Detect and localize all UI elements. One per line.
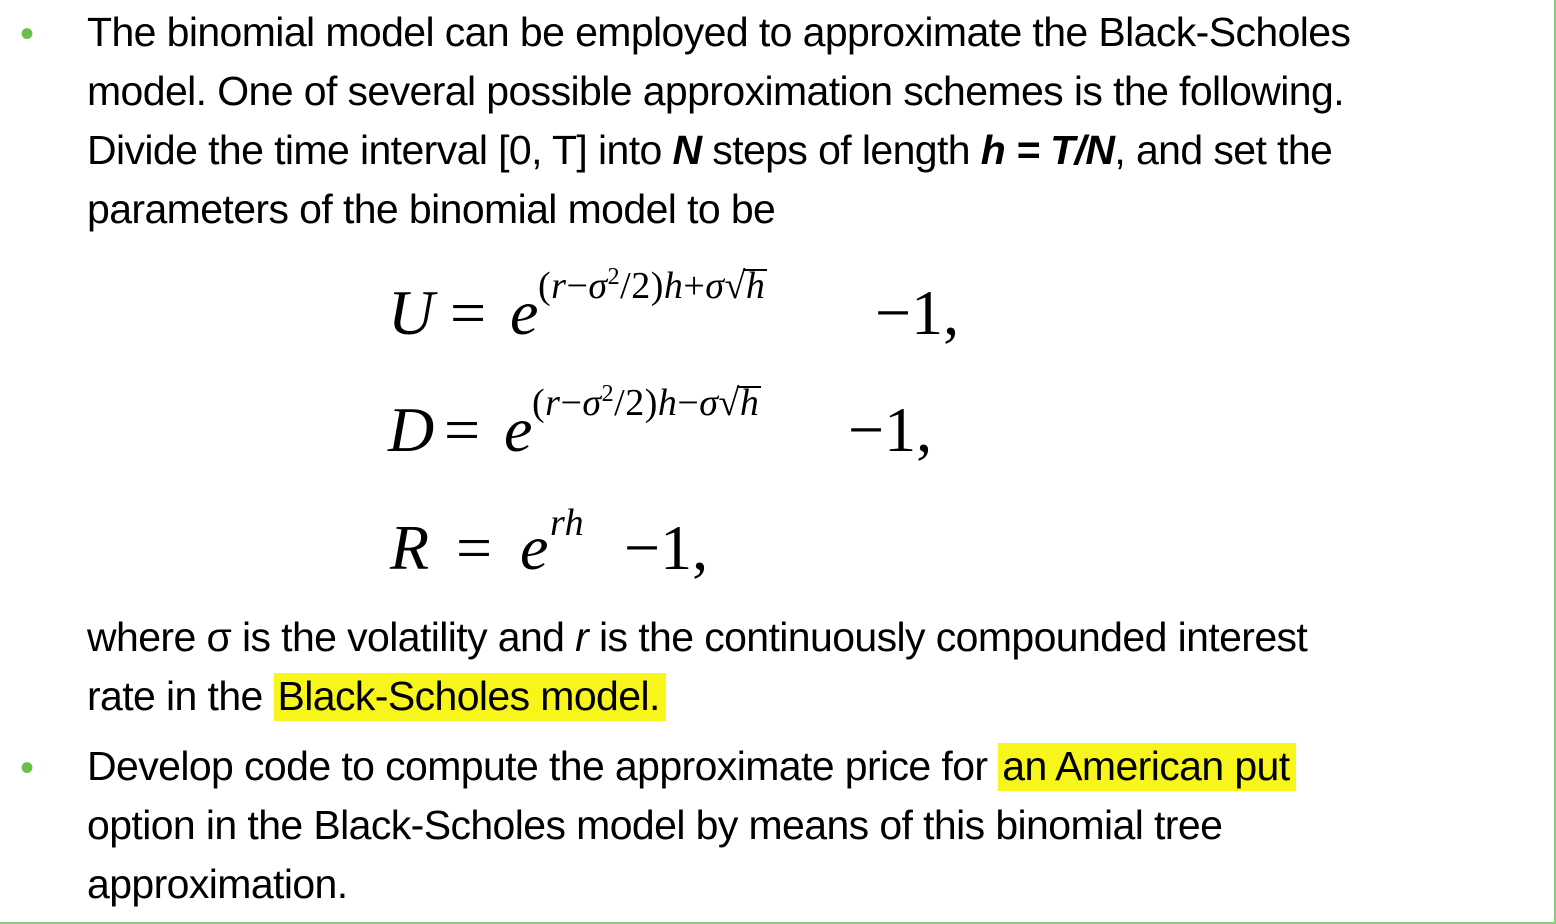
where-line-1	[87, 608, 1307, 667]
exp-part: −	[677, 382, 700, 424]
exp-part: −	[560, 382, 583, 424]
exp-part: (	[538, 265, 552, 307]
equation-D-tail: −1,	[848, 394, 933, 465]
equation-R-exponent	[550, 504, 584, 542]
exp-var-h: h	[663, 265, 684, 307]
exp-part: (	[532, 382, 546, 424]
text-run: steps of length	[701, 127, 981, 173]
exp-sigma: σ	[705, 265, 725, 307]
highlight-black-scholes: Black-Scholes model.	[274, 673, 666, 721]
exp-base: e	[504, 394, 533, 465]
equation-U-lhs: U	[388, 277, 435, 348]
equals-sign: =	[450, 277, 487, 348]
where-line-2	[87, 667, 1307, 726]
bullet-1-line-2: model. One of several possible approximation schemes is the following.	[87, 68, 1344, 114]
exp-var-r: r	[545, 382, 561, 424]
exp-var-h: h	[745, 265, 766, 307]
sqrt-sign: √	[724, 265, 746, 307]
bullet-1-line-3	[87, 121, 1350, 180]
exp-base: e	[510, 277, 539, 348]
bullet-2-line-1	[87, 737, 1296, 796]
equation-R-lhs: R	[390, 512, 430, 583]
text-run: where σ is the volatility and	[87, 614, 576, 660]
exp-base: e	[520, 512, 549, 583]
equals-sign: =	[444, 394, 481, 465]
exp-square: 2	[607, 264, 621, 290]
highlight-american-put: an American put	[998, 743, 1295, 791]
equation-D-exponent	[532, 381, 760, 427]
var-h-def: h = T/N	[980, 127, 1115, 173]
text-run: Divide the time interval [0, T] into	[87, 127, 673, 173]
bullet-1-line-1: The binomial model can be employed to approximate the Black-Scholes	[87, 9, 1351, 55]
bullet-marker-1: •	[20, 12, 35, 56]
exp-var-rh: rh	[550, 502, 585, 544]
sqrt-h	[725, 267, 766, 305]
equals-sign: =	[456, 512, 493, 583]
exp-var-r: r	[551, 265, 567, 307]
sqrt-h	[719, 384, 760, 422]
exp-sigma: σ	[699, 382, 719, 424]
text-run: Develop code to compute the approximate price for	[87, 743, 999, 789]
text-run: , and set the	[1114, 127, 1333, 173]
text-run: rate in the	[87, 673, 274, 719]
equation-R-tail: −1,	[624, 512, 709, 583]
var-r: r	[575, 614, 589, 660]
exp-var-h: h	[657, 382, 678, 424]
bullet-2-line-2: option in the Black-Scholes model by means of this binomial tree	[87, 802, 1223, 848]
bullet-2-text	[87, 737, 1296, 914]
exp-sigma: σ	[582, 382, 602, 424]
sqrt-sign: √	[718, 382, 740, 424]
equation-R	[390, 502, 790, 590]
equation-D	[388, 381, 988, 472]
equation-U-tail: −1,	[875, 277, 960, 348]
equation-D-lhs: D	[388, 394, 435, 465]
text-run: is the continuously compounded interest	[588, 614, 1308, 660]
exp-part: +	[683, 265, 706, 307]
exp-part: /2)	[620, 265, 664, 307]
bullet-marker-2: •	[20, 746, 35, 790]
exp-part: −	[566, 265, 589, 307]
exp-square: 2	[601, 381, 615, 407]
where-text	[87, 608, 1307, 726]
equation-U	[388, 264, 988, 355]
exp-sigma: σ	[588, 265, 608, 307]
var-N: N	[672, 127, 702, 173]
bullet-2-line-3: approximation.	[87, 861, 348, 907]
bullet-1-text	[87, 3, 1350, 239]
exp-var-h: h	[739, 382, 760, 424]
equation-U-exponent	[538, 264, 766, 310]
exp-part: /2)	[614, 382, 658, 424]
bullet-1-line-4: parameters of the binomial model to be	[87, 186, 776, 232]
